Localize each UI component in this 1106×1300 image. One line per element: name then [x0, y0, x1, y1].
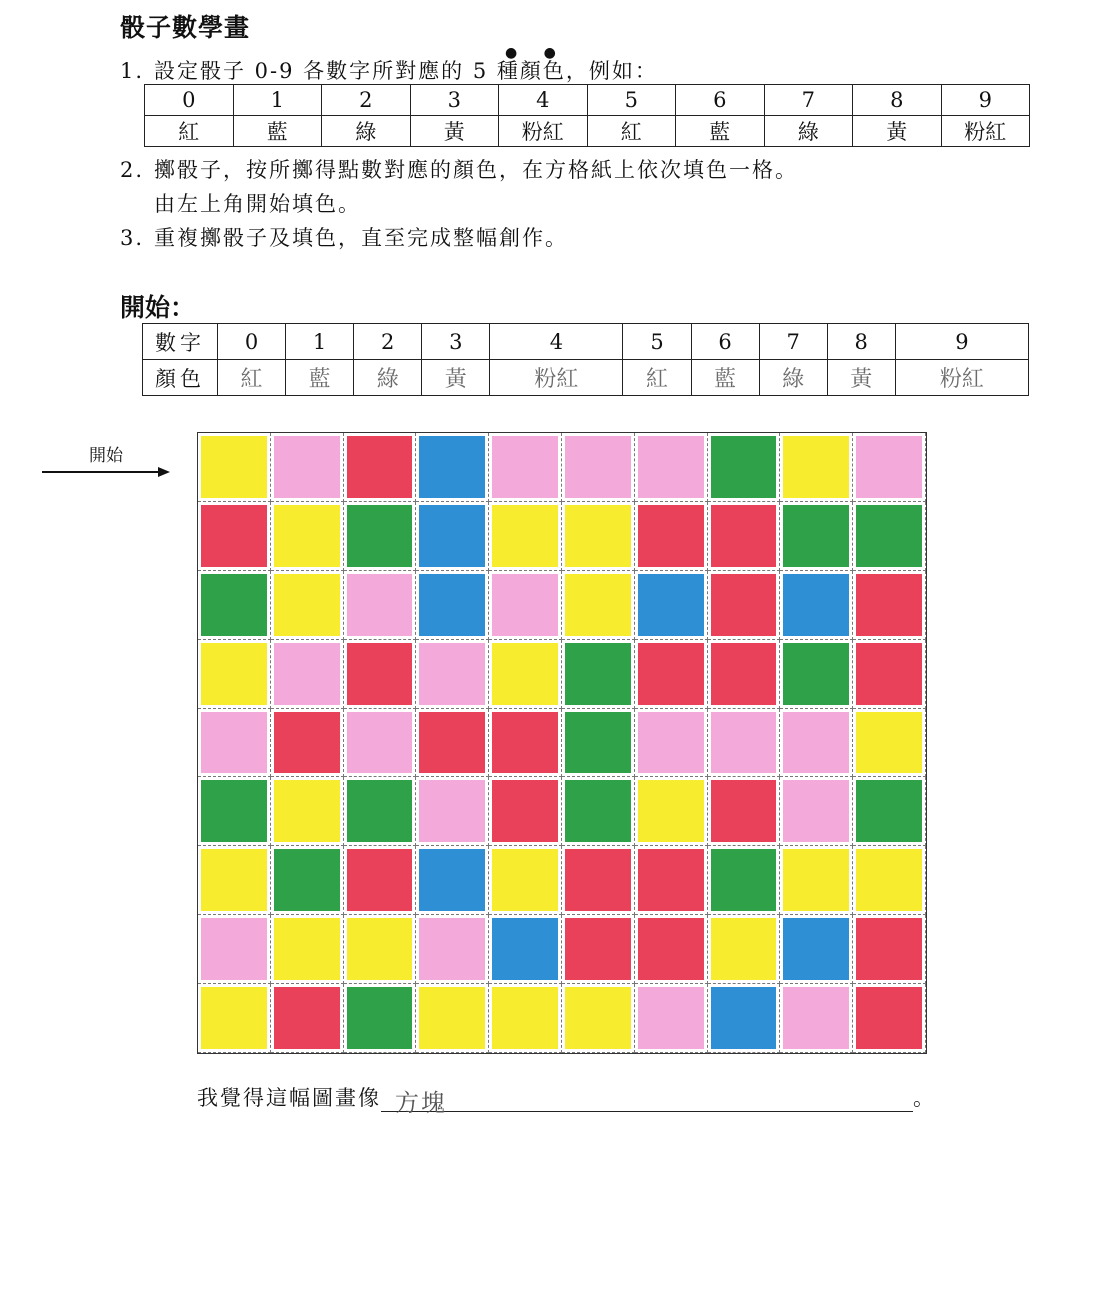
crayon-fill: [565, 987, 631, 1049]
student-digit-cell: 8: [827, 324, 895, 360]
example-color-cell: 綠: [322, 116, 411, 147]
crayon-fill: [347, 780, 413, 842]
student-color-cell[interactable]: 黃: [422, 360, 490, 396]
worksheet-title: 骰子數學畫: [120, 13, 251, 42]
grid-cell[interactable]: [780, 709, 853, 778]
example-color-cell: 粉紅: [499, 116, 588, 147]
grid-cell[interactable]: [271, 502, 344, 571]
crayon-fill: [419, 643, 485, 705]
crayon-fill: [783, 780, 849, 842]
grid-cell[interactable]: [780, 846, 853, 915]
grid-cell[interactable]: [635, 640, 708, 709]
crayon-fill: [274, 505, 340, 567]
grid-cell[interactable]: [344, 777, 417, 846]
grid-cell[interactable]: [635, 984, 708, 1053]
step-3: [120, 222, 568, 252]
crayon-fill: [201, 780, 267, 842]
crayon-fill: [201, 505, 267, 567]
grid-cell[interactable]: [635, 846, 708, 915]
crayon-fill: [638, 712, 704, 774]
crayon-fill: [856, 643, 922, 705]
grid-cell[interactable]: [198, 709, 271, 778]
crayon-fill: [565, 643, 631, 705]
grid-cell[interactable]: [708, 846, 781, 915]
crayon-fill: [783, 918, 849, 980]
crayon-fill: [783, 436, 849, 498]
student-digit-cell: 5: [623, 324, 691, 360]
grid-cell[interactable]: [853, 640, 926, 709]
emphasis-dots: ● ●: [505, 45, 567, 61]
crayon-fill: [638, 436, 704, 498]
grid-cell[interactable]: [271, 777, 344, 846]
example-color-cell: 藍: [676, 116, 765, 147]
crayon-fill: [565, 849, 631, 911]
grid-cell[interactable]: [489, 433, 562, 502]
grid-cell[interactable]: [344, 640, 417, 709]
grid-cell[interactable]: [708, 915, 781, 984]
grid-cell[interactable]: [416, 640, 489, 709]
grid-cell[interactable]: [708, 571, 781, 640]
crayon-fill: [201, 918, 267, 980]
crayon-fill: [711, 780, 777, 842]
crayon-fill: [638, 643, 704, 705]
color-header: 顏色: [143, 360, 218, 396]
step-1-number: 1.: [120, 59, 145, 83]
crayon-fill: [347, 849, 413, 911]
grid-cell[interactable]: [416, 502, 489, 571]
crayon-fill: [856, 918, 922, 980]
answer-handwritten: 方塊: [395, 1089, 447, 1117]
crayon-fill: [856, 849, 922, 911]
crayon-fill: [711, 574, 777, 636]
grid-cell[interactable]: [198, 846, 271, 915]
grid-cell[interactable]: [780, 915, 853, 984]
example-color-table: [144, 84, 1030, 147]
grid-cell[interactable]: [489, 571, 562, 640]
step-1: [120, 55, 658, 85]
grid-cell[interactable]: [780, 984, 853, 1053]
grid-cell[interactable]: [344, 709, 417, 778]
crayon-fill: [638, 849, 704, 911]
step-2-number: 2.: [120, 158, 145, 182]
answer-end: 。: [913, 1086, 936, 1110]
grid-cell[interactable]: [635, 915, 708, 984]
crayon-fill: [492, 712, 558, 774]
example-digit-cell: 9: [941, 85, 1030, 116]
grid-cell[interactable]: [853, 433, 926, 502]
crayon-fill: [419, 849, 485, 911]
grid-cell[interactable]: [489, 846, 562, 915]
example-color-cell: 藍: [233, 116, 322, 147]
example-color-row: [145, 116, 1030, 147]
student-digit-cell: 6: [691, 324, 759, 360]
grid-cell[interactable]: [198, 502, 271, 571]
grid-cell[interactable]: [416, 915, 489, 984]
crayon-fill: [201, 574, 267, 636]
crayon-fill: [638, 505, 704, 567]
grid-cell[interactable]: [853, 502, 926, 571]
crayon-fill: [347, 505, 413, 567]
example-color-cell: 黃: [853, 116, 942, 147]
example-color-cell: 紅: [587, 116, 676, 147]
student-color-cell[interactable]: 綠: [354, 360, 422, 396]
grid-cell[interactable]: [198, 984, 271, 1053]
grid-cell[interactable]: [562, 640, 635, 709]
step-3-number: 3.: [120, 226, 145, 250]
grid-cell[interactable]: [853, 777, 926, 846]
grid-cell[interactable]: [344, 984, 417, 1053]
grid-cell[interactable]: [416, 984, 489, 1053]
student-color-cell[interactable]: 綠: [759, 360, 827, 396]
crayon-fill: [492, 918, 558, 980]
crayon-fill: [347, 712, 413, 774]
crayon-fill: [274, 436, 340, 498]
grid-cell[interactable]: [489, 777, 562, 846]
grid-cell[interactable]: [198, 915, 271, 984]
grid-cell[interactable]: [271, 640, 344, 709]
grid-cell[interactable]: [344, 502, 417, 571]
crayon-fill: [274, 643, 340, 705]
grid-cell[interactable]: [562, 571, 635, 640]
crayon-fill: [638, 918, 704, 980]
grid-cell[interactable]: [708, 502, 781, 571]
crayon-fill: [201, 849, 267, 911]
student-color-row: [143, 360, 1029, 396]
step-2-text: 擲骰子，按所擲得點數對應的顏色，在方格紙上依次填色一格。: [154, 158, 798, 182]
student-digit-cell: 2: [354, 324, 422, 360]
student-digit-row: [143, 324, 1029, 360]
crayon-fill: [347, 436, 413, 498]
example-digit-cell: 5: [587, 85, 676, 116]
crayon-fill: [711, 505, 777, 567]
example-digit-cell: 3: [410, 85, 499, 116]
grid-cell[interactable]: [853, 571, 926, 640]
example-digit-cell: 0: [145, 85, 234, 116]
crayon-fill: [783, 574, 849, 636]
crayon-fill: [856, 505, 922, 567]
grid-cell[interactable]: [562, 846, 635, 915]
grid-cell[interactable]: [562, 709, 635, 778]
grid-cell[interactable]: [853, 709, 926, 778]
grid-cell[interactable]: [198, 640, 271, 709]
grid-cell[interactable]: [198, 571, 271, 640]
crayon-fill: [274, 987, 340, 1049]
crayon-fill: [856, 436, 922, 498]
grid-cell[interactable]: [489, 915, 562, 984]
grid-cell[interactable]: [271, 433, 344, 502]
start-arrow-icon: [42, 466, 172, 478]
example-digit-cell: 8: [853, 85, 942, 116]
grid-cell[interactable]: [635, 433, 708, 502]
crayon-fill: [419, 918, 485, 980]
grid-cell[interactable]: [780, 571, 853, 640]
grid-cell[interactable]: [780, 640, 853, 709]
start-label: 開始: [89, 446, 123, 466]
color-grid: [197, 432, 927, 1054]
grid-cell[interactable]: [344, 915, 417, 984]
grid-cell[interactable]: [198, 433, 271, 502]
grid-cell[interactable]: [708, 984, 781, 1053]
student-color-cell[interactable]: 藍: [691, 360, 759, 396]
crayon-fill: [638, 780, 704, 842]
crayon-fill: [638, 987, 704, 1049]
grid-cell[interactable]: [344, 433, 417, 502]
crayon-fill: [711, 849, 777, 911]
grid-cell[interactable]: [635, 571, 708, 640]
grid-cell[interactable]: [635, 777, 708, 846]
student-color-cell[interactable]: 粉紅: [895, 360, 1028, 396]
grid-cell[interactable]: [416, 777, 489, 846]
crayon-fill: [419, 987, 485, 1049]
crayon-fill: [711, 987, 777, 1049]
grid-cell[interactable]: [416, 571, 489, 640]
grid-cell[interactable]: [635, 502, 708, 571]
student-digit-cell: 1: [286, 324, 354, 360]
start-heading: 開始：: [120, 293, 196, 322]
answer-blank: [381, 1089, 913, 1117]
crayon-fill: [347, 987, 413, 1049]
example-color-cell: 粉紅: [941, 116, 1030, 147]
crayon-fill: [711, 436, 777, 498]
grid-cell[interactable]: [489, 640, 562, 709]
crayon-fill: [711, 643, 777, 705]
crayon-fill: [274, 780, 340, 842]
grid-cell[interactable]: [344, 846, 417, 915]
grid-cell[interactable]: [635, 709, 708, 778]
grid-cell[interactable]: [853, 984, 926, 1053]
grid-cell[interactable]: [416, 709, 489, 778]
crayon-fill: [347, 574, 413, 636]
grid-cell[interactable]: [780, 433, 853, 502]
crayon-fill: [419, 436, 485, 498]
crayon-fill: [783, 643, 849, 705]
crayon-fill: [347, 918, 413, 980]
crayon-fill: [783, 505, 849, 567]
crayon-fill: [492, 574, 558, 636]
student-digit-cell: 3: [422, 324, 490, 360]
crayon-fill: [492, 849, 558, 911]
crayon-fill: [419, 780, 485, 842]
grid-cell[interactable]: [271, 709, 344, 778]
crayon-fill: [201, 643, 267, 705]
crayon-fill: [565, 780, 631, 842]
crayon-fill: [419, 505, 485, 567]
student-color-table: [142, 323, 1029, 396]
crayon-fill: [274, 849, 340, 911]
crayon-fill: [274, 574, 340, 636]
crayon-fill: [783, 987, 849, 1049]
grid-cell[interactable]: [562, 433, 635, 502]
student-digit-cell: 0: [218, 324, 286, 360]
grid-cell[interactable]: [416, 433, 489, 502]
grid-cell[interactable]: [489, 502, 562, 571]
student-digit-cell: 9: [895, 324, 1028, 360]
digit-header: 數字: [143, 324, 218, 360]
crayon-fill: [565, 918, 631, 980]
crayon-fill: [492, 505, 558, 567]
crayon-fill: [565, 574, 631, 636]
step-2-subtext: 由左上角開始填色。: [154, 192, 361, 216]
crayon-fill: [856, 712, 922, 774]
grid-cell[interactable]: [780, 502, 853, 571]
crayon-fill: [565, 712, 631, 774]
grid-cell[interactable]: [708, 640, 781, 709]
grid-cell[interactable]: [198, 777, 271, 846]
crayon-fill: [419, 574, 485, 636]
grid-cell[interactable]: [853, 915, 926, 984]
crayon-fill: [856, 780, 922, 842]
student-color-cell[interactable]: 紅: [623, 360, 691, 396]
grid-cell[interactable]: [416, 846, 489, 915]
step-3-text: 重複擲骰子及填色，直至完成整幅創作。: [154, 226, 568, 250]
example-color-cell: 綠: [764, 116, 853, 147]
grid-cell[interactable]: [562, 915, 635, 984]
student-digit-cell: 4: [490, 324, 623, 360]
student-digit-cell: 7: [759, 324, 827, 360]
answer-prompt: 我覺得這幅圖畫像: [197, 1086, 381, 1110]
grid-cell[interactable]: [780, 777, 853, 846]
answer-line: [197, 1082, 936, 1117]
grid-cell[interactable]: [853, 846, 926, 915]
crayon-fill: [783, 712, 849, 774]
crayon-fill: [711, 712, 777, 774]
crayon-fill: [274, 712, 340, 774]
example-digit-cell: 4: [499, 85, 588, 116]
crayon-fill: [565, 505, 631, 567]
grid-cell[interactable]: [344, 571, 417, 640]
crayon-fill: [492, 436, 558, 498]
student-color-cell[interactable]: 黃: [827, 360, 895, 396]
example-digit-cell: 1: [233, 85, 322, 116]
student-color-cell[interactable]: 紅: [218, 360, 286, 396]
grid-cell[interactable]: [708, 433, 781, 502]
example-color-cell: 紅: [145, 116, 234, 147]
crayon-fill: [492, 643, 558, 705]
grid-cell[interactable]: [708, 709, 781, 778]
crayon-fill: [419, 712, 485, 774]
crayon-fill: [565, 436, 631, 498]
crayon-fill: [201, 712, 267, 774]
grid-cell[interactable]: [271, 571, 344, 640]
crayon-fill: [201, 436, 267, 498]
grid-cell[interactable]: [271, 846, 344, 915]
example-digit-cell: 7: [764, 85, 853, 116]
grid-cell[interactable]: [271, 915, 344, 984]
crayon-fill: [274, 918, 340, 980]
grid-cell[interactable]: [562, 777, 635, 846]
crayon-fill: [347, 643, 413, 705]
grid-cell[interactable]: [489, 709, 562, 778]
crayon-fill: [492, 987, 558, 1049]
grid-cell[interactable]: [489, 984, 562, 1053]
crayon-fill: [711, 918, 777, 980]
step-1-text: 設定骰子 0-9 各數字所對應的 5 種顏色，例如：: [154, 59, 658, 83]
crayon-fill: [638, 574, 704, 636]
example-digit-row: [145, 85, 1030, 116]
crayon-fill: [856, 987, 922, 1049]
crayon-fill: [783, 849, 849, 911]
example-digit-cell: 2: [322, 85, 411, 116]
student-color-cell[interactable]: 粉紅: [490, 360, 623, 396]
crayon-fill: [201, 987, 267, 1049]
crayon-fill: [492, 780, 558, 842]
grid-cell[interactable]: [708, 777, 781, 846]
example-digit-cell: 6: [676, 85, 765, 116]
step-2: [120, 154, 798, 184]
student-color-cell[interactable]: 藍: [286, 360, 354, 396]
example-color-cell: 黃: [410, 116, 499, 147]
grid-cell[interactable]: [562, 502, 635, 571]
grid-cell[interactable]: [271, 984, 344, 1053]
crayon-fill: [856, 574, 922, 636]
grid-cell[interactable]: [562, 984, 635, 1053]
